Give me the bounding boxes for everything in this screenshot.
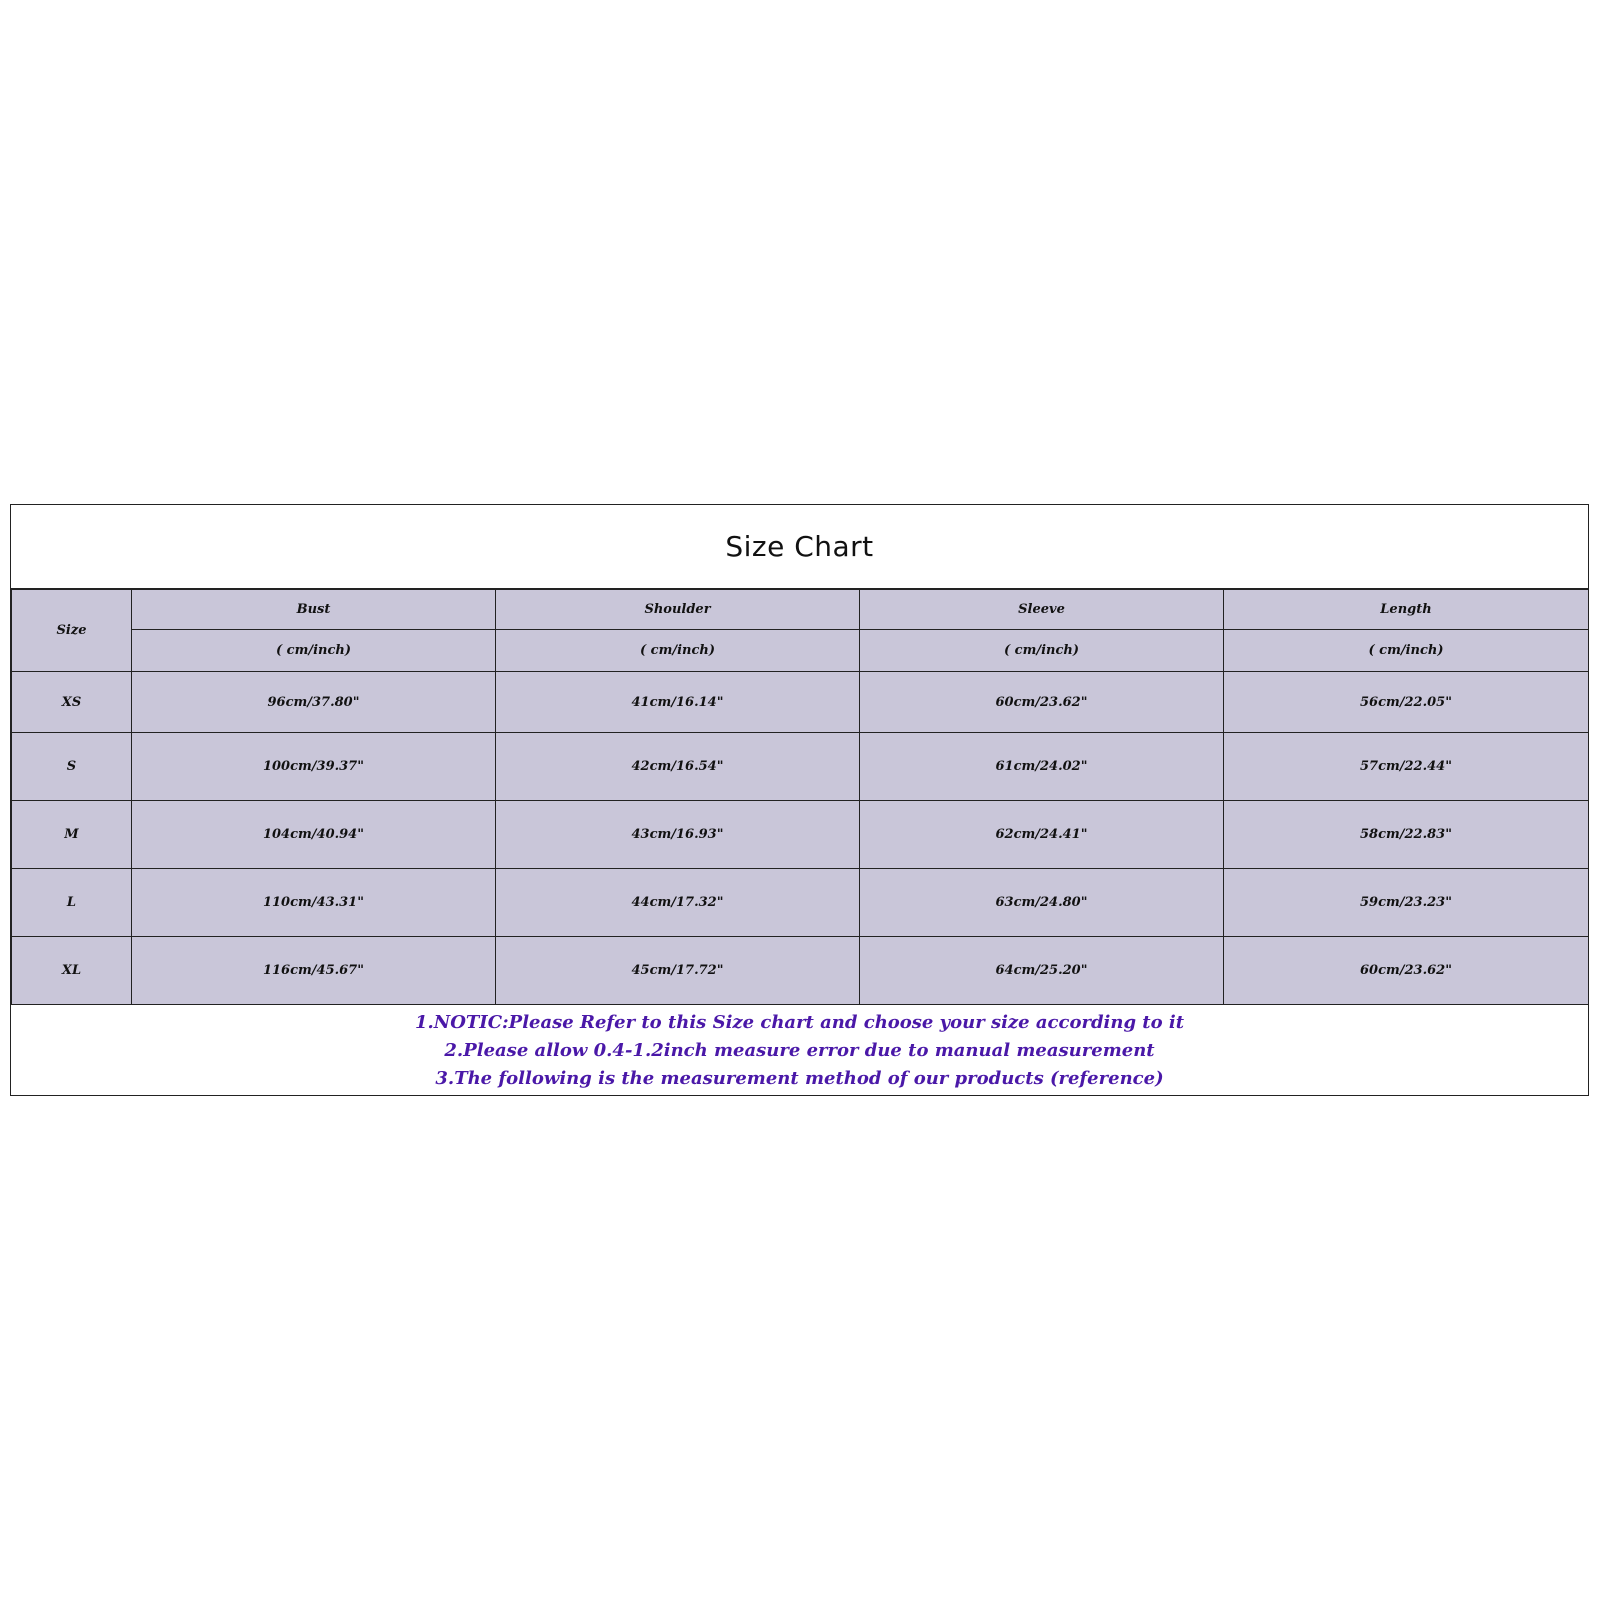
- size-label: L: [12, 869, 132, 937]
- shoulder-value: 42cm/16.54": [496, 733, 860, 801]
- sleeve-header: Sleeve: [860, 590, 1224, 630]
- size-column-header: Size: [12, 590, 132, 672]
- bust-unit: ( cm/inch): [132, 630, 496, 672]
- note-line: 3.The following is the measurement method of our products (reference): [435, 1067, 1164, 1089]
- bust-value: 100cm/39.37": [132, 733, 496, 801]
- shoulder-header: Shoulder: [496, 590, 860, 630]
- sleeve-value: 60cm/23.62": [860, 672, 1224, 733]
- length-unit: ( cm/inch): [1224, 630, 1589, 672]
- bust-value: 116cm/45.67": [132, 937, 496, 1005]
- notes-section: [11, 1006, 1588, 1095]
- length-value: 58cm/22.83": [1224, 801, 1589, 869]
- bust-value: 104cm/40.94": [132, 801, 496, 869]
- note-line: 2.Please allow 0.4-1.2inch measure error due to manual measurement: [444, 1039, 1155, 1061]
- table-row: [12, 801, 1589, 869]
- table-row: [12, 937, 1589, 1005]
- length-value: 56cm/22.05": [1224, 672, 1589, 733]
- sleeve-value: 62cm/24.41": [860, 801, 1224, 869]
- length-header: Length: [1224, 590, 1589, 630]
- table-row: [12, 672, 1589, 733]
- size-label: M: [12, 801, 132, 869]
- length-value: 60cm/23.62": [1224, 937, 1589, 1005]
- bust-value: 110cm/43.31": [132, 869, 496, 937]
- sleeve-value: 61cm/24.02": [860, 733, 1224, 801]
- size-label: S: [12, 733, 132, 801]
- table-row: [12, 733, 1589, 801]
- size-label: XL: [12, 937, 132, 1005]
- bust-header: Bust: [132, 590, 496, 630]
- shoulder-value: 43cm/16.93": [496, 801, 860, 869]
- size-chart: [10, 504, 1589, 1096]
- length-value: 59cm/23.23": [1224, 869, 1589, 937]
- sleeve-unit: ( cm/inch): [860, 630, 1224, 672]
- size-table: [11, 589, 1589, 1005]
- shoulder-value: 45cm/17.72": [496, 937, 860, 1005]
- shoulder-value: 41cm/16.14": [496, 672, 860, 733]
- sleeve-value: 63cm/24.80": [860, 869, 1224, 937]
- unit-row: [12, 630, 1589, 672]
- size-label: XS: [12, 672, 132, 733]
- note-line: 1.NOTIC:Please Refer to this Size chart and choose your size according to it: [414, 1011, 1185, 1033]
- sleeve-value: 64cm/25.20": [860, 937, 1224, 1005]
- shoulder-value: 44cm/17.32": [496, 869, 860, 937]
- table-row: [12, 869, 1589, 937]
- chart-title: Size Chart: [725, 530, 874, 563]
- length-value: 57cm/22.44": [1224, 733, 1589, 801]
- title-bar: [11, 505, 1588, 589]
- shoulder-unit: ( cm/inch): [496, 630, 860, 672]
- bust-value: 96cm/37.80": [132, 672, 496, 733]
- header-row: [12, 590, 1589, 630]
